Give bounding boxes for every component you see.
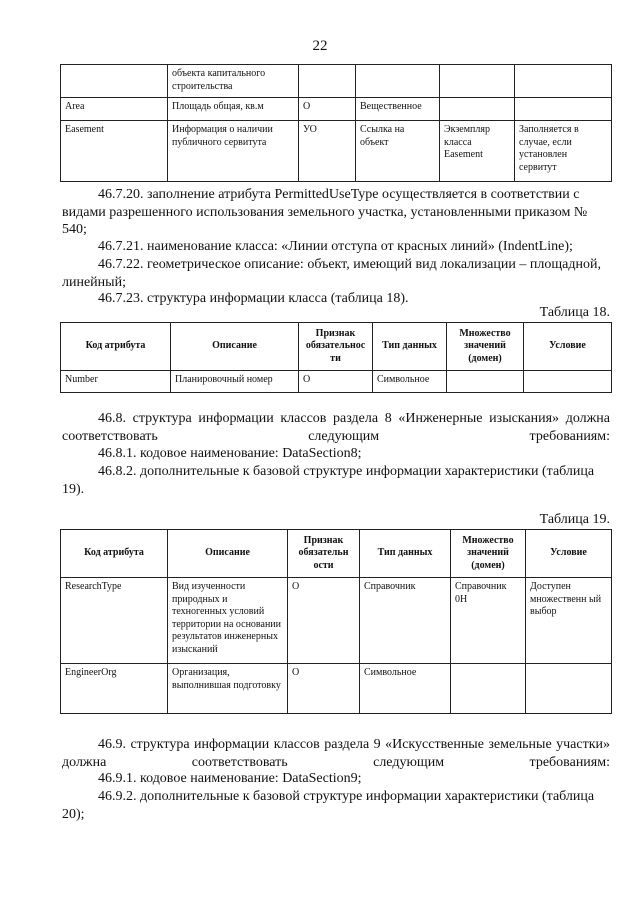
cell: EngineerOrg <box>61 664 168 714</box>
table-continuation <box>60 64 612 182</box>
cell: Планировочный номер <box>171 371 299 393</box>
cell <box>440 98 515 121</box>
table-header-row <box>61 530 612 578</box>
column-header: Условие <box>526 530 612 578</box>
table-19 <box>60 529 612 714</box>
column-header: Описание <box>168 530 288 578</box>
paragraph-46-8: 46.8. структура информации классов раздела 8 «Инженерные изыскания» должна соответствовать следующим требованиям: <box>62 411 610 444</box>
cell: Area <box>61 98 168 121</box>
cell <box>526 664 612 714</box>
cell: Вещественное <box>356 98 440 121</box>
cell <box>440 65 515 98</box>
cell <box>447 371 524 393</box>
column-header: Признак обязательн ости <box>288 530 360 578</box>
cell: Организация, выполнившая подготовку <box>168 664 288 714</box>
paragraph-46-9-1: 46.9.1. кодовое наименование: DataSection9; <box>98 771 362 786</box>
cell: Заполняется в случае, если установлен сервитут <box>515 121 612 182</box>
paragraph-46-7-20: 46.7.20. заполнение атрибута PermittedUseType осуществляется в соответствии с видами разрешенного использования земельного участка, установленными приказом № 540; <box>62 187 588 237</box>
paragraph-46-7-21: 46.7.21. наименование класса: «Линии отступа от красных линий» (IndentLine); <box>98 239 573 254</box>
column-header: Признак обязательнос ти <box>299 323 373 371</box>
table-row <box>61 98 612 121</box>
cell <box>299 65 356 98</box>
cell: О <box>288 664 360 714</box>
cell: объекта капитального строительства <box>168 65 299 98</box>
column-header: Множество значений (домен) <box>451 530 526 578</box>
cell: Ссылка на объект <box>356 121 440 182</box>
cell <box>61 65 168 98</box>
column-header: Описание <box>171 323 299 371</box>
cell <box>515 65 612 98</box>
column-header: Множество значений (домен) <box>447 323 524 371</box>
cell: Символьное <box>373 371 447 393</box>
table-19-caption: Таблица 19. <box>539 512 610 527</box>
table-18-caption: Таблица 18. <box>539 305 610 320</box>
table-row <box>61 664 612 714</box>
cell: О <box>299 371 373 393</box>
paragraph-46-8-1: 46.8.1. кодовое наименование: DataSection8; <box>98 446 362 461</box>
column-header: Тип данных <box>373 323 447 371</box>
cell: Number <box>61 371 171 393</box>
paragraph-46-8-2: 46.8.2. дополнительные к базовой структуре информации характеристики (таблица 19). <box>62 464 595 497</box>
cell <box>451 664 526 714</box>
cell: Доступен множественн ый выбор <box>526 578 612 664</box>
paragraph-46-7-22: 46.7.22. геометрическое описание: объект, имеющий вид локализации – площадной, линейный; <box>62 257 601 290</box>
column-header: Тип данных <box>360 530 451 578</box>
cell: Easement <box>61 121 168 182</box>
column-header: Код атрибута <box>61 323 171 371</box>
cell: УО <box>299 121 356 182</box>
column-header: Код атрибута <box>61 530 168 578</box>
cell: Информация о наличии публичного сервитута <box>168 121 299 182</box>
cell: Справочник <box>360 578 451 664</box>
page-number: 22 <box>312 38 328 54</box>
cell: Справочник 0Н <box>451 578 526 664</box>
paragraph-46-7-23: 46.7.23. структура информации класса (таблица 18). <box>98 291 409 306</box>
table-header-row <box>61 323 612 371</box>
cell: ResearchType <box>61 578 168 664</box>
column-header: Условие <box>524 323 612 371</box>
paragraph-46-9-2: 46.9.2. дополнительные к базовой структуре информации характеристики (таблица 20); <box>62 789 595 822</box>
table-row <box>61 121 612 182</box>
table-18 <box>60 322 612 393</box>
cell: Площадь общая, кв.м <box>168 98 299 121</box>
table-row <box>61 65 612 98</box>
cell <box>524 371 612 393</box>
paragraph-46-9: 46.9. структура информации классов раздела 9 «Искусственные земельные участки» должна соответствовать следующим требованиям: <box>62 737 610 770</box>
cell: О <box>288 578 360 664</box>
cell: Вид изученности природных и техногенных условий территории на основании результатов инженерных изысканий <box>168 578 288 664</box>
table-row <box>61 371 612 393</box>
cell <box>356 65 440 98</box>
cell <box>515 98 612 121</box>
table-row <box>61 578 612 664</box>
cell: Символьное <box>360 664 451 714</box>
cell: О <box>299 98 356 121</box>
cell: Экземпляр класса Easement <box>440 121 515 182</box>
